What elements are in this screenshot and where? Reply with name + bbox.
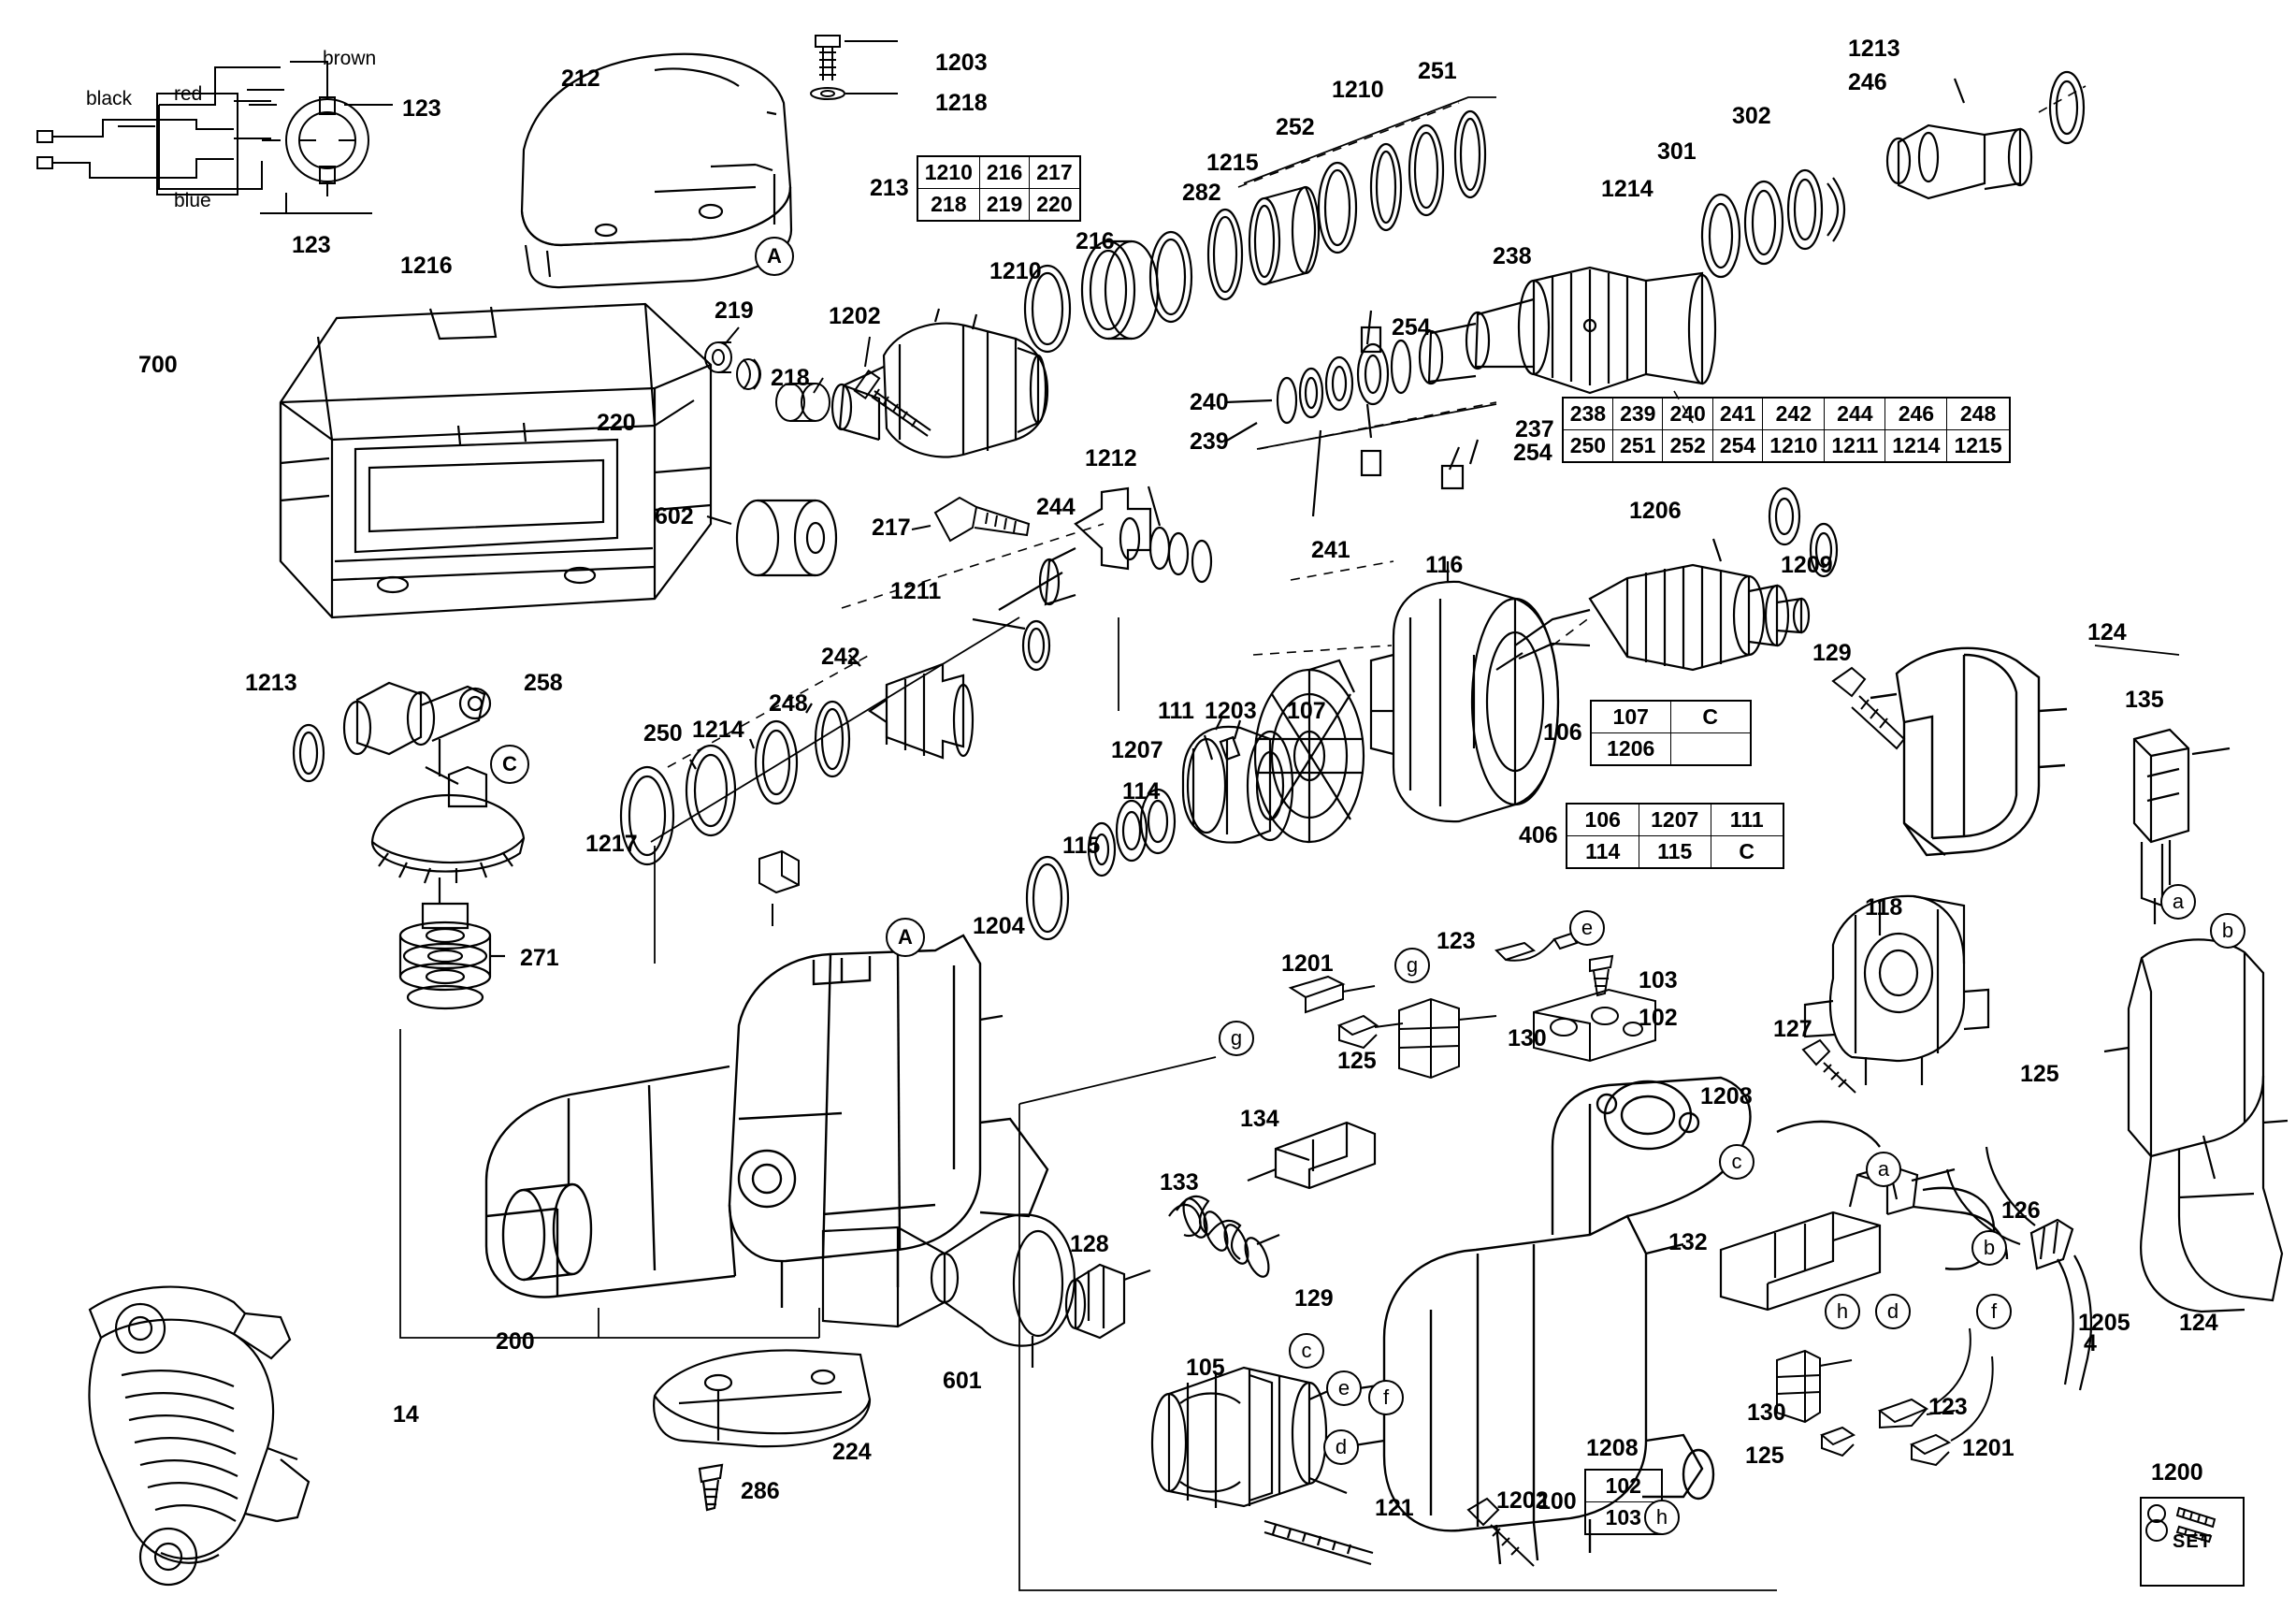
callout-f-stator: f bbox=[1368, 1380, 1404, 1415]
wiring-label-brown: brown bbox=[323, 48, 377, 69]
callout-f-switch: f bbox=[1976, 1294, 2012, 1329]
part-label-107: 107 bbox=[1287, 698, 1326, 724]
part-label-133: 133 bbox=[1160, 1169, 1199, 1196]
callout-a-switch: a bbox=[1866, 1152, 1901, 1187]
callout-c-stator: c bbox=[1289, 1333, 1324, 1369]
part-label-125-right: 125 bbox=[2020, 1061, 2059, 1087]
callout-a-right: a bbox=[2160, 884, 2196, 920]
part-label-115: 115 bbox=[1062, 833, 1101, 859]
group-label-100: 100 bbox=[1538, 1488, 1577, 1515]
part-label-218: 218 bbox=[771, 365, 810, 391]
cell: C bbox=[1711, 836, 1783, 869]
cell: 106 bbox=[1567, 804, 1639, 836]
cell: 220 bbox=[1030, 189, 1080, 222]
part-label-123-top: 123 bbox=[402, 95, 441, 122]
part-label-1215: 1215 bbox=[1206, 150, 1259, 176]
callout-a-top: A bbox=[755, 237, 794, 276]
part-label-114: 114 bbox=[1122, 778, 1161, 805]
part-label-700: 700 bbox=[138, 352, 178, 378]
cell: 1214 bbox=[1885, 430, 1947, 463]
part-label-129b: 129 bbox=[1294, 1285, 1334, 1312]
callout-d-switch: d bbox=[1875, 1294, 1911, 1329]
part-label-1218: 1218 bbox=[935, 90, 988, 116]
part-label-102: 102 bbox=[1639, 1005, 1678, 1031]
callout-b-right: b bbox=[2210, 913, 2245, 949]
part-label-1206: 1206 bbox=[1629, 498, 1682, 524]
part-label-130b: 130 bbox=[1747, 1399, 1786, 1426]
cell: 103 bbox=[1585, 1502, 1662, 1535]
part-label-258: 258 bbox=[524, 670, 563, 696]
part-label-111: 111 bbox=[1158, 698, 1194, 724]
cell: 1210 bbox=[1763, 430, 1825, 463]
cell: 217 bbox=[1030, 156, 1080, 189]
cell: 244 bbox=[1825, 398, 1885, 430]
part-label-601: 601 bbox=[943, 1368, 982, 1394]
part-label-14: 14 bbox=[393, 1401, 419, 1428]
part-label-132: 132 bbox=[1668, 1229, 1708, 1255]
part-label-602: 602 bbox=[655, 503, 694, 529]
group-label-237: 237 bbox=[1515, 416, 1554, 442]
group-table-100 bbox=[1538, 1469, 1663, 1535]
part-label-1208: 1208 bbox=[1700, 1083, 1753, 1109]
part-label-1202b: 1202 bbox=[1496, 1487, 1549, 1514]
cell: 1215 bbox=[1947, 430, 2010, 463]
part-label-1207: 1207 bbox=[1111, 737, 1163, 763]
cell: 241 bbox=[1712, 398, 1762, 430]
cell: 115 bbox=[1639, 836, 1711, 869]
group-table-237 bbox=[1513, 397, 2011, 466]
cell: 218 bbox=[917, 189, 980, 222]
wiring-label-blue: blue bbox=[174, 190, 211, 211]
part-label-220: 220 bbox=[597, 410, 636, 436]
set-icons bbox=[2142, 1499, 2226, 1545]
part-label-251: 251 bbox=[1418, 58, 1457, 84]
part-label-124: 124 bbox=[2087, 619, 2127, 645]
part-label-1203b: 1203 bbox=[1205, 698, 1257, 724]
part-label-217: 217 bbox=[872, 515, 911, 541]
part-label-1214b: 1214 bbox=[1601, 176, 1653, 202]
callout-h-switch: h bbox=[1825, 1294, 1860, 1329]
part-label-250: 250 bbox=[643, 720, 683, 747]
callout-c-switch: c bbox=[1719, 1144, 1754, 1180]
cell: 242 bbox=[1763, 398, 1825, 430]
part-label-103: 103 bbox=[1639, 967, 1678, 993]
part-label-212: 212 bbox=[561, 65, 600, 92]
part-label-246: 246 bbox=[1848, 69, 1887, 95]
cell: 246 bbox=[1885, 398, 1947, 430]
cell: 111 bbox=[1711, 804, 1783, 836]
part-label-1212: 1212 bbox=[1085, 445, 1137, 471]
part-label-126: 126 bbox=[2001, 1197, 2041, 1224]
part-label-286: 286 bbox=[741, 1478, 780, 1504]
part-label-116: 116 bbox=[1425, 552, 1464, 578]
cell: 216 bbox=[979, 156, 1029, 189]
cell: 1210 bbox=[917, 156, 980, 189]
part-label-4: 4 bbox=[2084, 1330, 2097, 1356]
part-label-124-bottom: 124 bbox=[2179, 1310, 2218, 1336]
part-label-1210b: 1210 bbox=[1332, 77, 1384, 103]
cell: C bbox=[1670, 701, 1751, 733]
part-label-121: 121 bbox=[1375, 1495, 1414, 1521]
part-label-105: 105 bbox=[1186, 1355, 1225, 1381]
part-label-127: 127 bbox=[1773, 1016, 1812, 1042]
part-label-1211: 1211 bbox=[890, 578, 942, 604]
cell: 1211 bbox=[1825, 430, 1885, 463]
part-label-125-center: 125 bbox=[1337, 1048, 1377, 1074]
part-label-1201: 1201 bbox=[1281, 950, 1334, 977]
part-label-1209: 1209 bbox=[1781, 552, 1833, 578]
cell: 1206 bbox=[1591, 733, 1671, 766]
part-label-242: 242 bbox=[821, 644, 860, 670]
part-label-118: 118 bbox=[1865, 894, 1903, 921]
part-label-200: 200 bbox=[496, 1328, 535, 1355]
part-label-135: 135 bbox=[2125, 687, 2164, 713]
part-label-252: 252 bbox=[1276, 114, 1315, 140]
callout-a-housing: A bbox=[886, 918, 925, 957]
part-label-240: 240 bbox=[1190, 389, 1229, 415]
callout-g-lower: g bbox=[1219, 1021, 1254, 1056]
group-table-106 bbox=[1543, 700, 1752, 766]
part-label-125c: 125 bbox=[1745, 1443, 1784, 1469]
part-label-129: 129 bbox=[1812, 640, 1852, 666]
part-label-238: 238 bbox=[1493, 243, 1532, 269]
part-label-271: 271 bbox=[520, 945, 559, 971]
part-label-1200: 1200 bbox=[2151, 1459, 2203, 1486]
group-table-406 bbox=[1519, 803, 1784, 869]
part-label-1217: 1217 bbox=[585, 831, 638, 857]
group-label-406: 406 bbox=[1519, 822, 1558, 848]
part-label-239: 239 bbox=[1190, 428, 1229, 455]
group-label-106: 106 bbox=[1543, 719, 1582, 746]
part-label-254: 254 bbox=[1392, 314, 1431, 341]
part-label-130: 130 bbox=[1508, 1025, 1547, 1051]
cell: 238 bbox=[1563, 398, 1613, 430]
part-label-241: 241 bbox=[1311, 537, 1350, 563]
cell: 114 bbox=[1567, 836, 1639, 869]
cell: 250 bbox=[1563, 430, 1613, 463]
callout-c-gear: C bbox=[490, 745, 529, 784]
part-label-216: 216 bbox=[1076, 228, 1115, 254]
cell: 219 bbox=[979, 189, 1029, 222]
set-box bbox=[2140, 1497, 2245, 1587]
part-label-1205: 1205 bbox=[2078, 1310, 2130, 1336]
callout-g-upper: g bbox=[1394, 948, 1430, 983]
callout-h-bottom: h bbox=[1644, 1500, 1680, 1535]
part-label-123-bottom: 123 bbox=[292, 232, 331, 258]
wiring-label-black: black bbox=[86, 88, 133, 109]
group-table-213 bbox=[870, 155, 1081, 222]
part-label-301: 301 bbox=[1657, 138, 1697, 165]
part-label-1216: 1216 bbox=[400, 253, 453, 279]
part-label-1214: 1214 bbox=[692, 717, 744, 743]
part-label-128: 128 bbox=[1070, 1231, 1109, 1257]
part-label-1203: 1203 bbox=[935, 50, 988, 76]
part-label-1201b: 1201 bbox=[1962, 1435, 2014, 1461]
part-label-244: 244 bbox=[1036, 494, 1076, 520]
cell bbox=[1670, 733, 1751, 766]
part-label-123-center: 123 bbox=[1437, 928, 1476, 954]
callout-b-switch: b bbox=[1971, 1230, 2007, 1266]
group-label-213: 213 bbox=[870, 175, 909, 201]
cell: 248 bbox=[1947, 398, 2010, 430]
callout-d-stator: d bbox=[1323, 1429, 1359, 1465]
part-label-1213b: 1213 bbox=[1848, 36, 1900, 62]
cell: 107 bbox=[1591, 701, 1671, 733]
cell: 239 bbox=[1613, 398, 1663, 430]
callout-e-stator: e bbox=[1326, 1370, 1362, 1406]
cell: 251 bbox=[1613, 430, 1663, 463]
cell: 102 bbox=[1585, 1470, 1662, 1502]
part-label-282: 282 bbox=[1182, 180, 1221, 206]
callout-e-upper: e bbox=[1569, 910, 1605, 946]
part-label-248: 248 bbox=[769, 690, 808, 717]
cell: 254 bbox=[1712, 430, 1762, 463]
cell: 1207 bbox=[1639, 804, 1711, 836]
part-label-1208b: 1208 bbox=[1586, 1435, 1639, 1461]
part-label-1202: 1202 bbox=[829, 303, 881, 329]
cell: 252 bbox=[1663, 430, 1712, 463]
part-label-224: 224 bbox=[832, 1439, 872, 1465]
wiring-label-red: red bbox=[174, 83, 203, 105]
part-label-219: 219 bbox=[715, 297, 754, 324]
part-label-302: 302 bbox=[1732, 103, 1771, 129]
part-label-134: 134 bbox=[1240, 1106, 1279, 1132]
part-label-1210: 1210 bbox=[989, 258, 1042, 284]
set-label: SET bbox=[2173, 1530, 2212, 1552]
part-label-254b: 254 bbox=[1513, 440, 1552, 466]
cell: 240 bbox=[1663, 398, 1712, 430]
part-label-1213: 1213 bbox=[245, 670, 297, 696]
part-label-123b: 123 bbox=[1928, 1394, 1968, 1420]
part-label-1204: 1204 bbox=[973, 913, 1025, 939]
